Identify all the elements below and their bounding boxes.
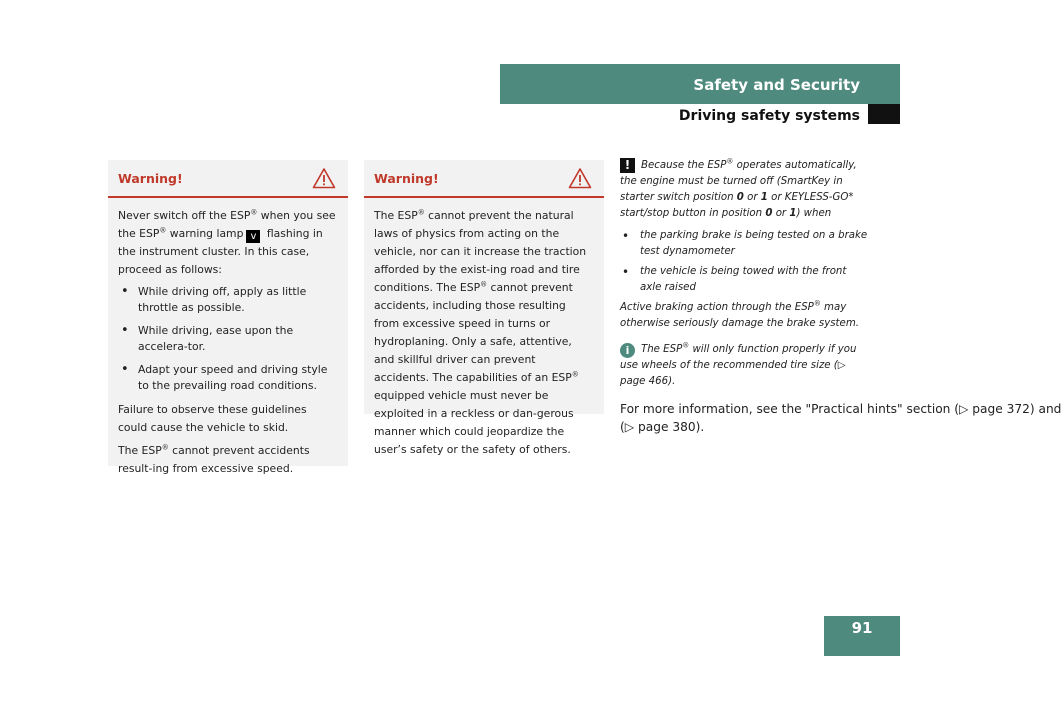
list-item: • While driving off, apply as little throttle as possible. — [118, 284, 338, 315]
esp-warning-lamp-icon: v — [246, 230, 260, 243]
caution-intro: ! Because the ESP® operates automatically, the engine must be turned off (SmartKey in starter switch position 0 or 1 or KEYLESS-GO* start/stop button in position 0 or 1) when — [620, 157, 857, 219]
page-subtitle: Driving safety systems — [678, 108, 860, 124]
list-item: • While driving, ease upon the accelera-tor. — [118, 323, 338, 354]
page-ref-arrow-icon: ▷ — [624, 420, 635, 434]
warning-header — [364, 160, 604, 198]
more-info-text: For more information, see the "Practical hints" section (▷ page 372) and (▷ page 380). — [620, 402, 1061, 434]
page-ref-link[interactable]: page 380). — [634, 420, 705, 434]
header-corner-marker — [868, 104, 900, 124]
warning-triangle-icon — [568, 167, 592, 189]
warning-title: Warning! — [374, 170, 439, 186]
warning-triangle-icon — [312, 167, 336, 189]
page-ref-link[interactable]: page 372) and — [968, 402, 1061, 416]
warning-box-middle — [364, 160, 604, 456]
info-note: i The ESP® will only function properly if you use wheels of the recommended tire size (▷ page 466). — [620, 341, 857, 387]
warning-closing-text: The ESP® cannot prevent accidents result-ing from excessive speed. — [118, 443, 310, 475]
warning-box-left — [108, 160, 348, 475]
warning-text: The ESP® cannot prevent the natural laws of physics from acting on the vehicle, nor can it increase the traction afforded by the exist-ing road and tire conditions. The ESP® cannot prevent accidents, including those resulting from excessive speed in turns or hydroplaning. Only a safe, attentive, and skillful driver can prevent accidents. The capabilities of an ESP® equipped vehicle must never be exploited in a reckless or dan-gerous manner which could jeopardize the user’s safety or the safety of others. — [374, 208, 587, 456]
list-item: • the vehicle is being towed with the front axle raised — [620, 264, 870, 296]
warning-failure-text: Failure to observe these guidelines could cause the vehicle to skid. — [118, 403, 307, 434]
list-item: • the parking brake is being tested on a brake test dynamometer — [620, 228, 870, 260]
warning-title: Warning! — [118, 170, 183, 186]
caution-bullet-list — [620, 228, 870, 296]
info-icon: i — [620, 343, 635, 358]
warning-intro: Never switch off the ESP® when you see the ESP® warning lamp v flashing in the instrument cluster. In this case, proceed as follows: — [118, 208, 336, 276]
right-column — [620, 157, 1061, 436]
warning-bullet-list — [118, 284, 338, 393]
section-title: Safety and Security — [693, 76, 860, 94]
warning-header — [108, 160, 348, 198]
page-ref-arrow-icon: ▷ — [837, 360, 846, 371]
exclamation-icon: ! — [620, 158, 635, 173]
list-item: • Adapt your speed and driving style to the prevailing road conditions. — [118, 362, 338, 393]
caution-closing: Active braking action through the ESP® may otherwise seriously damage the brake system. — [620, 299, 859, 329]
page-number: 91 — [851, 619, 873, 637]
warning-body — [364, 198, 604, 472]
warning-body — [108, 198, 348, 491]
page-ref-arrow-icon: ▷ — [959, 402, 969, 416]
caution-note — [620, 158, 870, 332]
page-ref-link[interactable]: page 466). — [620, 376, 676, 387]
